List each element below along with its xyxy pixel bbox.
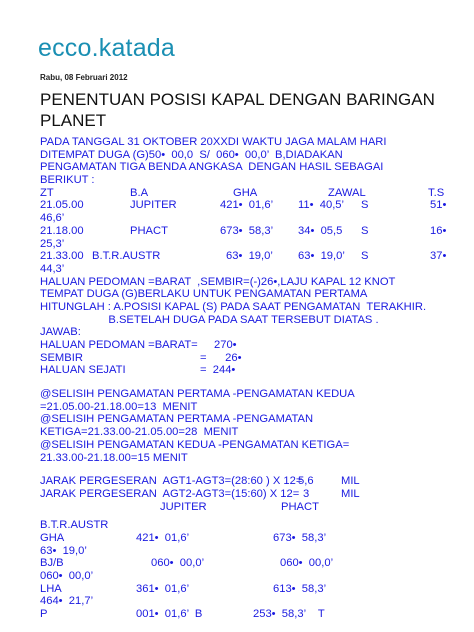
- calc-row: [40, 583, 468, 596]
- spacer: [40, 377, 468, 388]
- difference-line: [40, 413, 468, 426]
- observation-row-wrap: [40, 212, 468, 225]
- text-cell: 060• 00,0’: [280, 557, 334, 570]
- text-cell: = 244•: [200, 364, 236, 377]
- text-cell: 44,3’: [40, 262, 65, 275]
- text-cell: 46,6’: [40, 212, 65, 225]
- text-cell: 464• 21,7’: [40, 595, 94, 608]
- difference-line: [40, 452, 468, 465]
- observation-header-row: [40, 187, 468, 200]
- text-cell: 21.33.00-21.18.00=15 MENIT: [40, 451, 188, 464]
- text-cell: 63• 19,0’: [226, 250, 273, 263]
- text-cell: JAWAB:: [40, 326, 81, 339]
- text-cell: 25,3’: [40, 237, 65, 250]
- text-cell: MIL: [341, 487, 360, 500]
- distance-row: [40, 475, 468, 488]
- intro-line: [40, 149, 468, 162]
- answer-label: [40, 326, 468, 339]
- text-cell: 361• 01,6’: [136, 582, 190, 595]
- observation-row: [40, 199, 468, 212]
- difference-line: [40, 401, 468, 414]
- calc-header-row: [40, 501, 468, 514]
- text-cell: HALUAN PEDOMAN =BARAT=: [40, 339, 198, 351]
- observation-row: [40, 225, 468, 238]
- intro-line: [40, 174, 468, 187]
- text-cell: 21.05.00: [40, 199, 84, 212]
- text-cell: =21.05.00-21.18.00=13 MENIT: [40, 400, 198, 413]
- course-line: [40, 276, 468, 289]
- intro-line: [40, 161, 468, 174]
- text-cell: @SELISIH PENGAMATAN PERTAMA -PENGAMATAN: [40, 413, 314, 426]
- header-zt: ZT: [40, 186, 54, 199]
- course-line: [40, 288, 468, 301]
- text-cell: P: [40, 608, 48, 621]
- difference-line: [40, 426, 468, 439]
- text-cell: 63• 19,0’: [40, 544, 87, 557]
- text-cell: 421• 01,6’: [220, 199, 274, 212]
- calc-header-row: [40, 519, 468, 532]
- text-cell: TEMPAT DUGA (G)BERLAKU UNTUK PENGAMATAN PERTAMA: [40, 288, 368, 301]
- text-cell: 51•: [430, 199, 447, 212]
- text-cell: HALUAN PEDOMAN =BARAT ,SEMBIR=(-)26•,LAJU KAPAL 12 KNOT: [40, 275, 396, 288]
- header-gha: GHA: [233, 186, 258, 199]
- text-cell: 5,6: [298, 475, 314, 488]
- post-date: Rabu, 08 Februari 2012: [40, 73, 128, 82]
- text-cell: GHA: [40, 531, 65, 544]
- difference-line: [40, 439, 468, 452]
- text-cell: KETIGA=21.33.00-21.05.00=28 MENIT: [40, 426, 239, 439]
- text-cell: MIL: [341, 475, 360, 488]
- calc-row-wrap: [40, 545, 468, 558]
- text-cell: HALUAN SEJATI: [40, 364, 126, 377]
- distance-row: [40, 488, 468, 501]
- calc-row-wrap: [40, 570, 468, 583]
- observation-row-wrap: [40, 238, 468, 251]
- text-cell: B.T.R.AUSTR: [92, 250, 161, 263]
- difference-line: [40, 388, 468, 401]
- text-cell: 613• 58,3’: [273, 582, 327, 595]
- answer-row: [40, 364, 468, 377]
- header-ba: B.A: [130, 186, 149, 199]
- text-cell: 673• 58,3’: [220, 224, 274, 237]
- course-line: [40, 314, 468, 327]
- text-cell: 34• 05,5: [298, 224, 343, 237]
- calc-col-jupiter: JUPITER: [160, 500, 207, 513]
- text-cell: S: [361, 224, 369, 237]
- text-cell: @SELISIH PENGAMATAN KEDUA -PENGAMATAN KETIGA=: [40, 438, 350, 451]
- text-cell: JARAK PERGESERAN AGT1-AGT3=(28:60 ) X 12=: [40, 475, 303, 488]
- course-line: [40, 301, 468, 314]
- text-cell: 21.33.00: [40, 250, 84, 263]
- text-cell: HITUNGLAH : A.POSISI KAPAL (S) PADA SAAT PENGAMATAN TERAKHIR.: [40, 300, 427, 313]
- text-cell: 060• 00,0’: [151, 557, 205, 570]
- text-cell: 001• 01,6’ B: [136, 608, 203, 621]
- calc-row: [40, 532, 468, 545]
- text-cell: BJ/B: [40, 557, 64, 570]
- text-cell: JARAK PERGESERAN AGT2-AGT3=(15:60) X 12=: [40, 487, 300, 500]
- text-cell: 21.18.00: [40, 224, 84, 237]
- text-cell: SEMBIR: [40, 351, 83, 364]
- spacer: [40, 464, 468, 475]
- post-body: [40, 136, 468, 621]
- text-cell: S: [361, 250, 369, 263]
- calc-col-phact: PHACT: [281, 500, 319, 513]
- calc-col-austr: B.T.R.AUSTR: [40, 519, 109, 532]
- text-cell: 253• 58,3’ T: [253, 608, 325, 621]
- post-title: [40, 89, 460, 131]
- text-cell: DITEMPAT DUGA (G)50• 00,0 S/ 060• 00,0’ B,DIADAKAN: [40, 148, 343, 161]
- text-cell: 421• 01,6’: [136, 531, 190, 544]
- calc-row: [40, 608, 468, 621]
- calc-row: [40, 557, 468, 570]
- text-cell: S: [361, 199, 369, 212]
- text-cell: LHA: [40, 582, 62, 595]
- text-cell: 63• 19,0’: [298, 250, 345, 263]
- intro-line: [40, 136, 468, 149]
- blog-title[interactable]: ecco.katada: [38, 34, 176, 62]
- text-cell: 37•: [430, 250, 447, 263]
- header-zawal: ZAWAL: [328, 186, 366, 199]
- text-cell: PENGAMATAN TIGA BENDA ANGKASA DENGAN HASIL SEBAGAI: [40, 161, 384, 174]
- text-cell: BERIKUT :: [40, 174, 95, 187]
- text-cell: @SELISIH PENGAMATAN PERTAMA -PENGAMATAN KEDUA: [40, 388, 355, 401]
- text-cell: B.SETELAH DUGA PADA SAAT TERSEBUT DIATAS .: [40, 313, 379, 326]
- text-cell: 270•: [214, 339, 237, 351]
- text-cell: 673• 58,3’: [273, 531, 327, 544]
- text-cell: 16•: [430, 224, 447, 237]
- text-cell: JUPITER: [130, 199, 177, 212]
- text-cell: 060• 00,0’: [40, 570, 94, 582]
- answer-row: [40, 352, 468, 365]
- header-ts: T.S: [428, 186, 445, 199]
- answer-row: [40, 339, 468, 352]
- text-cell: = 26•: [200, 351, 242, 364]
- text-cell: 3: [303, 487, 310, 500]
- post-title-line: PENENTUAN POSISI KAPAL DENGAN BARINGAN: [40, 90, 435, 109]
- observation-row-wrap: [40, 263, 468, 276]
- text-cell: PHACT: [130, 224, 168, 237]
- calc-row-wrap: [40, 595, 468, 608]
- text-cell: 11• 40,5’: [298, 199, 345, 212]
- observation-row: [40, 250, 468, 263]
- post-title-line: PLANET: [40, 111, 107, 130]
- text-cell: PADA TANGGAL 31 OKTOBER 20XXDI WAKTU JAGA MALAM HARI: [40, 136, 387, 148]
